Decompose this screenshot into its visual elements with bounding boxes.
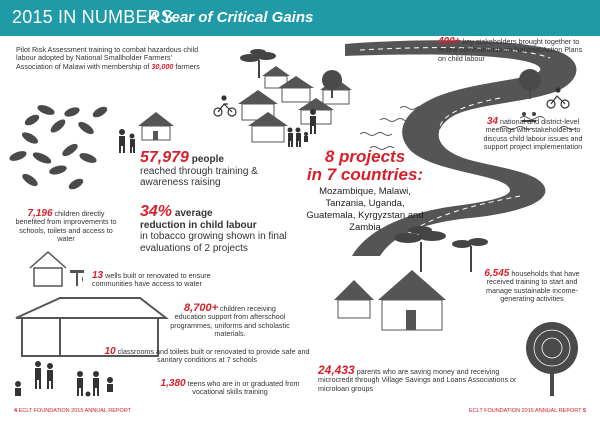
reached-number: 57,979 [140,149,189,166]
children-number: 7,196 [27,208,53,219]
footer-left [14,408,131,414]
classrooms-number: 10 [104,346,116,357]
parents-text: parents who are saving money and receiving microcredit through Village Savings and Loans Associations or microloan groups [318,367,517,393]
footer-right-page: 5 [582,408,586,414]
large-hut-icon [334,270,446,330]
countries-list: Mozambique, Malawi, Tanzania, Uganda, Guatemala, Kyrgyzstan and Zambia [306,186,424,233]
meetings-block [478,118,588,152]
parents-number: 24,433 [318,363,355,377]
children-icon [15,361,113,397]
teens-text: teens who are in or graduated from vocational skills training [187,379,300,397]
wells-text: wells built or renovated to ensure communities have access to water [92,271,211,289]
house-outline-icon [30,252,66,286]
reduction-text1: reduction in child labour [140,219,257,231]
big-tree-icon [526,322,578,396]
hut-icon [138,112,174,140]
wells-number: 13 [92,270,104,281]
reached-word: people [191,154,224,165]
projects-block [300,148,430,234]
stakeholders-block [438,38,588,63]
page-subtitle: A Year of Critical Gains [148,9,314,26]
pilot-number: 30,000 [151,61,174,71]
households-block [476,270,588,304]
page-footer [0,404,600,424]
teens-block [150,380,310,397]
education-text: children receiving education support from afterschool programmes, uniforms and scholastic materials. [170,304,290,339]
education-number: 8,700+ [184,302,218,314]
parents-block [318,363,528,393]
wells-block [92,272,222,289]
leaf-plant-icon [8,103,109,191]
meetings-number: 34 [486,116,498,127]
stakeholders-text: key stakeholders brought together to renew commitments on National Action Plans on child labour [438,37,583,63]
children-block [14,210,118,244]
households-number: 6,545 [484,268,510,279]
pilot-text: Pilot Risk Assessment training to combat hazardous child labour adopted by National Smallholder Farmers' Association of Malawi with membership of [16,45,199,71]
reached-block [140,149,270,189]
pilot-tail: farmers [175,61,200,71]
teens-number: 1,380 [160,378,186,389]
children-text: children directly benefited from improvements to schools, toilets and access to water [15,209,117,244]
reduction-word: average [174,208,213,219]
stakeholders-number: 400+ [438,36,461,47]
meetings-text: national and district-level meetings with stakeholders to discuss child labour issues and support project implementation [483,117,583,152]
classrooms-block [104,348,310,365]
person-icon [119,129,135,153]
reduction-text2: in tobacco growing shown in final evaluations of 2 projects [140,231,287,254]
page-title: 2015 IN NUMBERS [12,7,174,27]
pilot-block [16,46,206,71]
footer-left-page: 4 [14,408,18,414]
classrooms-text: classrooms and toilets built or renovated to provide safe and sanitary conditions at 7 schools [117,347,310,365]
footer-right [469,408,586,414]
households-text: households that have received training to start and manage sustainable income-generating activities [486,269,580,304]
reduction-number: 34% [140,203,173,220]
education-block [170,304,290,339]
footer-left-text: ECLT FOUNDATION 2015 ANNUAL REPORT [18,408,132,414]
reached-text: reached through training & awareness raising [140,165,258,188]
projects-line2: in 7 countries: [306,165,424,184]
bicycle-icon [214,96,236,116]
water-tap-icon [70,270,84,286]
projects-line1: 8 projects [324,147,406,166]
footer-right-text: ECLT FOUNDATION 2015 ANNUAL REPORT [469,408,582,414]
reduction-block [140,203,302,254]
